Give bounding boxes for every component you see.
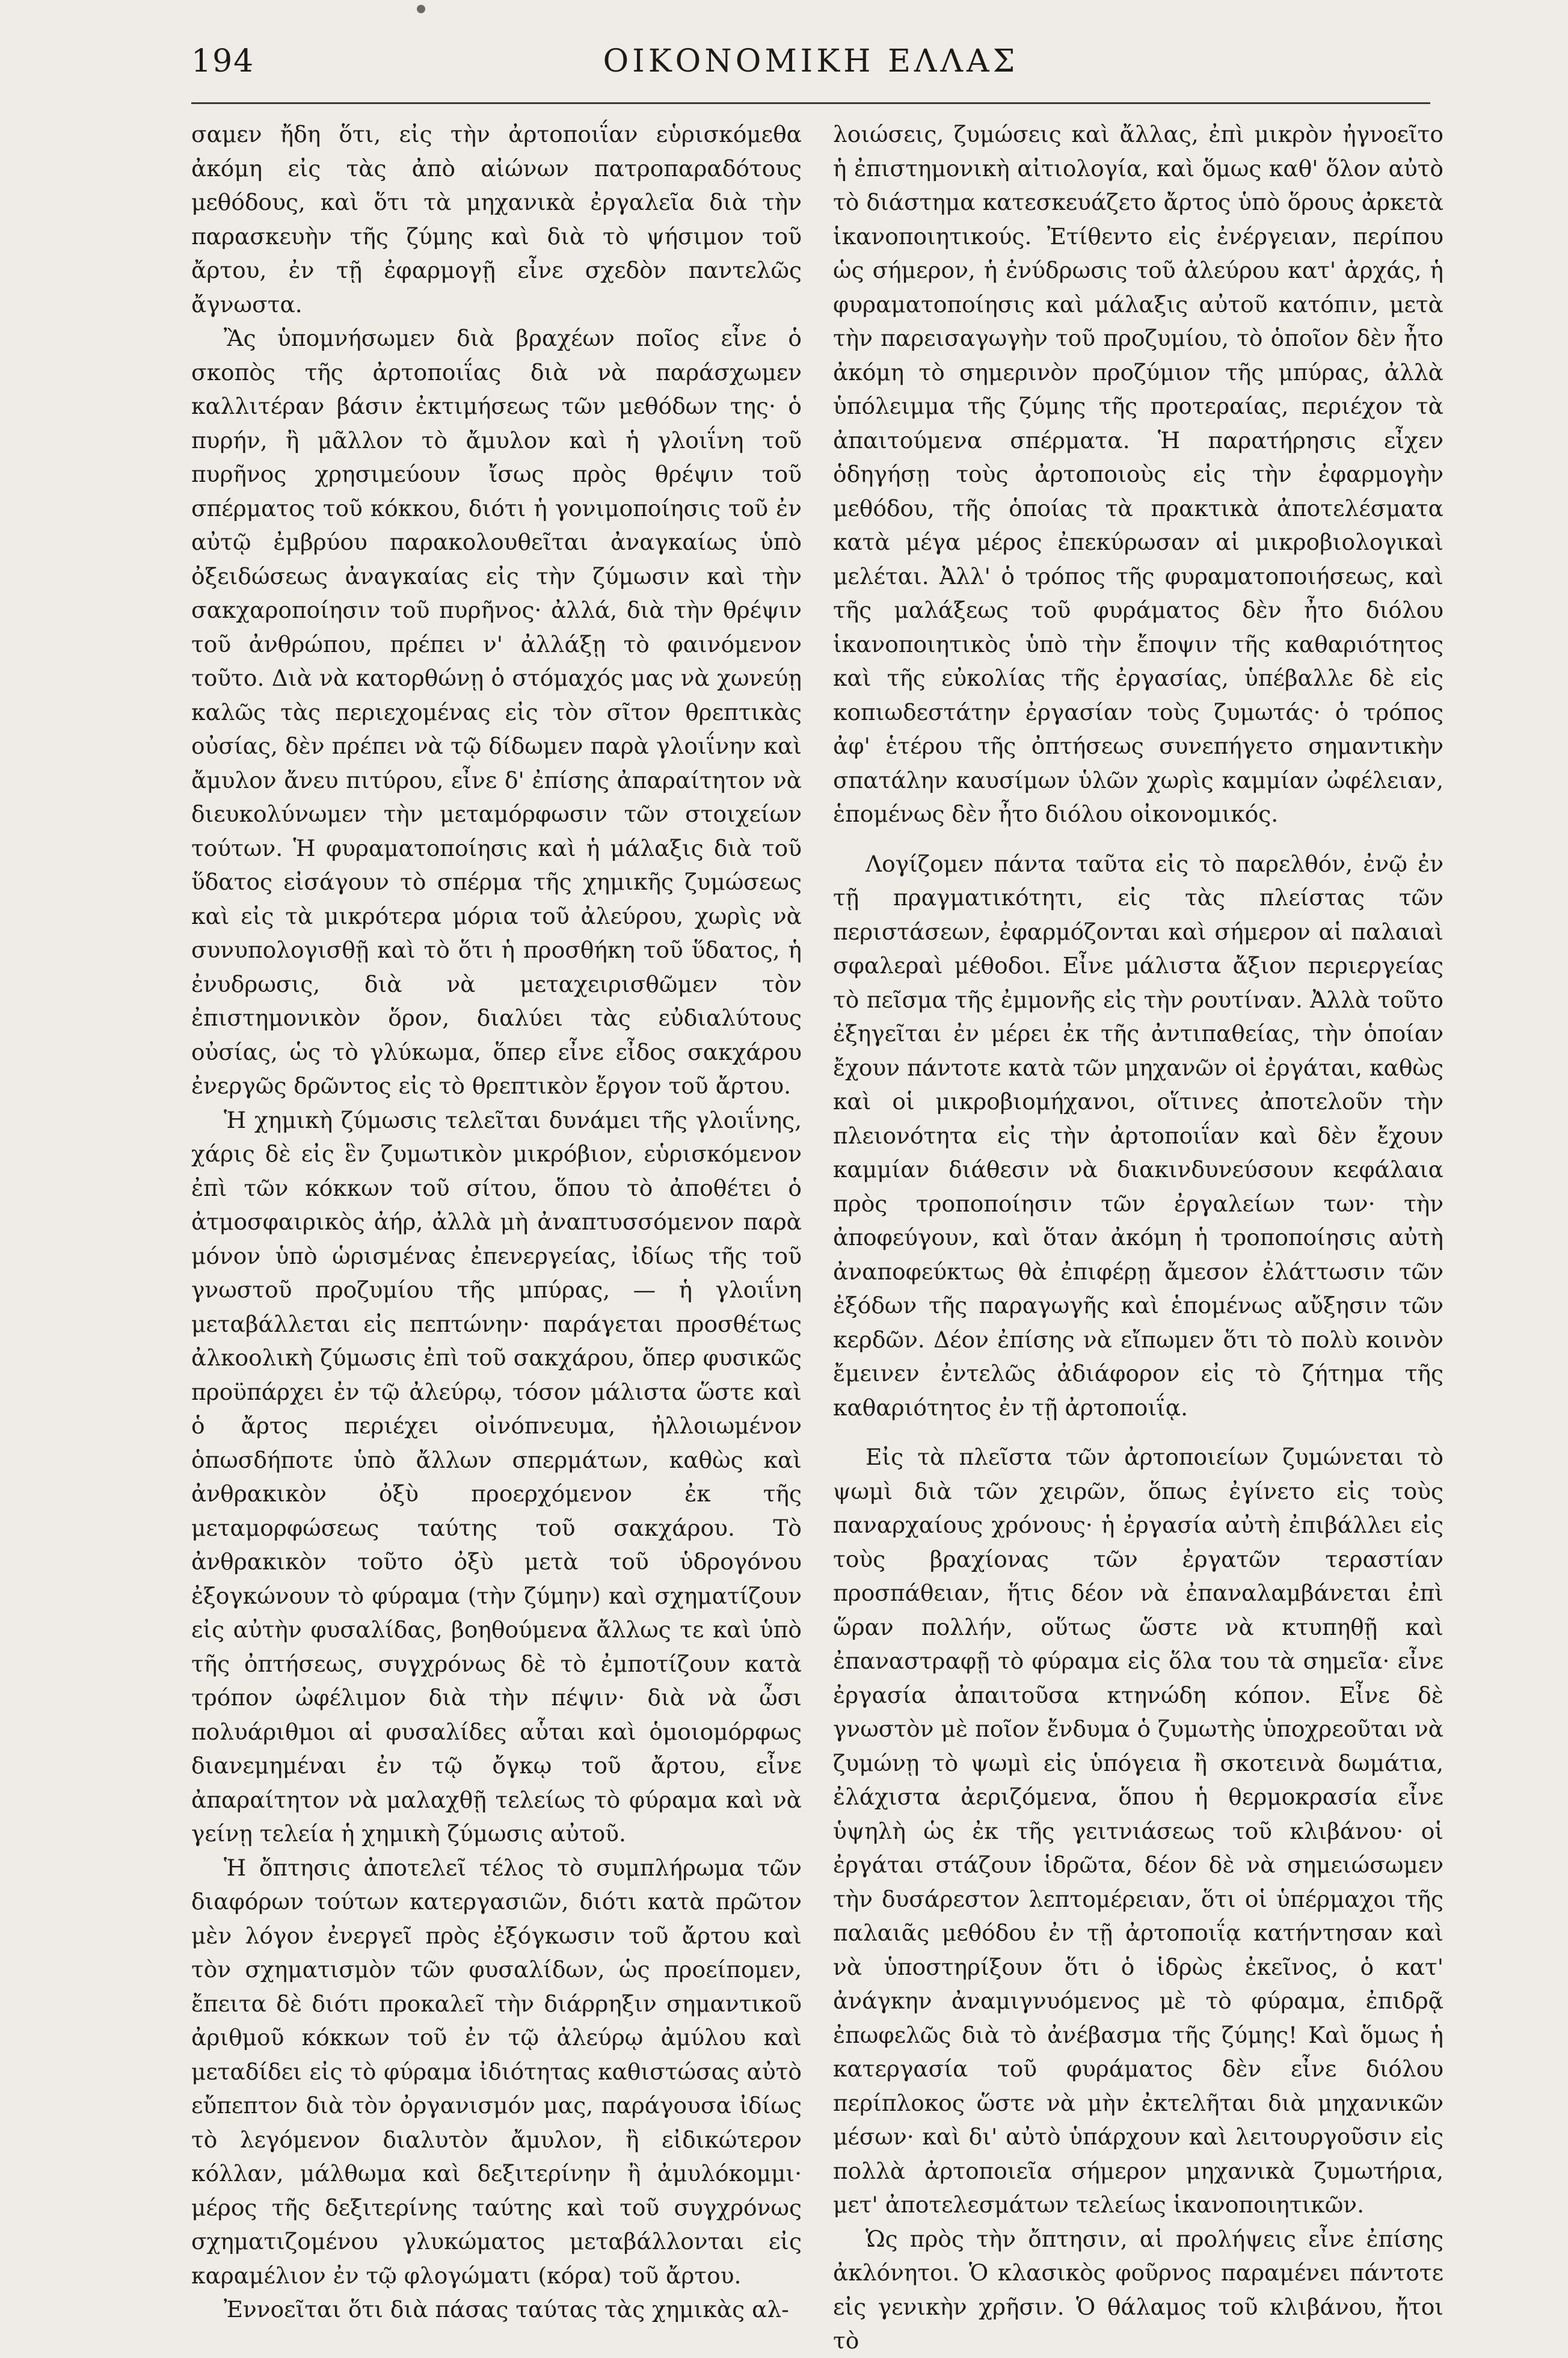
scan-speck: [417, 5, 425, 13]
paragraph: σαμεν ἤδη ὅτι, εἰς τὴν ἀρτοποιΐαν εὑρισκόμεθα ἀκόμη εἰς τὰς ἀπὸ αἰώνων πατροπαραδότους μεθόδους, καὶ ὅτι τὰ μηχανικὰ ἐργαλεῖα διὰ τὴν παρασκευὴν τῆς ζύμης καὶ διὰ τὸ ψήσιμον τοῦ ἄρτου, ἐν τῇ ἐφαρμογῇ εἶνε σχεδὸν παντελῶς ἄγνωστα.: [191, 121, 802, 318]
paragraph: Ἐννοεῖται ὅτι διὰ πάσας ταύτας τὰς χημικὰς αλ-: [224, 2296, 789, 2323]
paragraph: Ἡ χημικὴ ζύμωσις τελεῖται δυνάμει τῆς γλοιΐνης, χάρις δὲ εἰς ἓν ζυμωτικὸν μικρόβιον, εὑρισκόμενον ἐπὶ τῶν κόκκων τοῦ σίτου, ὅπου τὸ ἀποθέτει ὁ ἀτμοσφαιρικὸς ἀήρ, ἀλλὰ μὴ ἀναπτυσσόμενον παρὰ μόνον ὑπὸ ὡρισμένας ἐπενεργείας, ἰδίως τῆς τοῦ γνωστοῦ προζυμίου τῆς μπύρας, — ἡ γλοιΐνη μεταβάλλεται εἰς πεπτώνην· παράγεται προσθέτως ἀλκοολικὴ ζύμωσις ἐπὶ τοῦ σακχάρου, ὅπερ φυσικῶς προϋπάρχει ἐν τῷ ἀλεύρῳ, τόσον μάλιστα ὥστε καὶ ὁ ἄρτος περιέχει οἰνόπνευμα, ἠλλοιωμένον ὁπωσδήποτε ὑπὸ ἄλλων σπερμάτων, καθὼς καὶ ἀνθρακικὸν ὀξὺ προερχόμενον ἐκ τῆς μεταμορφώσεως ταύτης τοῦ σακχάρου. Τὸ ἀνθρακικὸν τοῦτο ὀξὺ μετὰ τοῦ ὑδρογόνου ἐξογκώνουν τὸ φύραμα (τὴν ζύμην) καὶ σχηματίζουν εἰς αὐτὴν φυσαλίδας, βοηθούμενα ἄλλως τε καὶ ὑπὸ τῆς ὀπτήσεως, συγχρόνως δὲ τὸ ἐμποτίζουν κατὰ τρόπον ὠφέλιμον διὰ τὴν πέψιν· διὰ νὰ ὦσι πολυάριθμοι αἱ φυσαλίδες αὗται καὶ ὁμοιομόρφως διανεμημέναι ἐν τῷ ὄγκῳ τοῦ ἄρτου, εἶνε ἀπαραίτητον νὰ μαλαχθῇ τελείως τὸ φύραμα καὶ νὰ γείνῃ τελεία ἡ χημικὴ ζύμωσις αὐτοῦ.: [191, 1106, 802, 1847]
right-column: [833, 117, 1443, 2354]
paragraph: Εἰς τὰ πλεῖστα τῶν ἀρτοποιείων ζυμώνεται τὸ ψωμὶ διὰ τῶν χειρῶν, ὅπως ἐγίνετο εἰς τοὺς παναρχαίους χρόνους· ἡ ἐργασία αὐτὴ ἐπιβάλλει εἰς τοὺς βραχίονας τῶν ἐργατῶν τεραστίαν προσπάθειαν, ἥτις δέον νὰ ἐπαναλαμβάνεται ἐπὶ ὥραν πολλήν, οὕτως ὥστε νὰ κτυπηθῇ καὶ ἐπαναστραφῇ τὸ φύραμα εἰς ὅλα του τὰ σημεῖα· εἶνε ἐργασία ἀπαιτοῦσα κτηνώδη κόπον. Εἶνε δὲ γνωστὸν μὲ ποῖον ἔνδυμα ὁ ζυμωτὴς ὑποχρεοῦται νὰ ζυμώνῃ τὸ ψωμὶ εἰς ὑπόγεια ἢ σκοτεινὰ δωμάτια, ἐλάχιστα ἀεριζόμενα, ὅπου ἡ θερμοκρασία εἶνε ὑψηλὴ ὡς ἐκ τῆς γειτνιάσεως τοῦ κλιβάνου· οἱ ἐργάται στάζουν ἱδρῶτα, δέον δὲ νὰ σημειώσωμεν τὴν δυσάρεστον λεπτομέρειαν, ὅτι οἱ ὑπέρμαχοι τῆς παλαιᾶς μεθόδου ἐν τῇ ἀρτοποιΐᾳ κατήντησαν καὶ νὰ ὑποστηρίξουν ὅτι ὁ ἱδρὼς ἐκεῖνος, ὁ κατ' ἀνάγκην ἀναμιγνυόμενος μὲ τὸ φύραμα, ἐπιδρᾷ ἐπωφελῶς διὰ τὸ ἀνέβασμα τῆς ζύμης! Καὶ ὅμως ἡ κατεργασία τοῦ φυράματος δὲν εἶνε διόλου περίπλοκος ὥστε νὰ μὴν ἐκτελῆται διὰ μηχανικῶν μέσων· καὶ δι' αὐτὸ ὑπάρχουν καὶ λειτουργοῦσιν εἰς πολλὰ ἀρτοποιεῖα σήμερον μηχανικὰ ζυμωτήρια, μετ' ἀποτελεσμάτων τελείως ἱκανοποιητικῶν.: [833, 1444, 1443, 2218]
paragraph: λοιώσεις, ζυμώσεις καὶ ἄλλας, ἐπὶ μικρὸν ἠγνοεῖτο ἡ ἐπιστημονικὴ αἰτιολογία, καὶ ὅμως καθ' ὅλον αὐτὸ τὸ διάστημα κατεσκευάζετο ἄρτος ὑπὸ ὅρους ἀρκετὰ ἱκανοποιητικούς. Ἐτίθεντο εἰς ἐνέργειαν, περίπου ὡς σήμερον, ἡ ἐνύδρωσις τοῦ ἀλεύρου κατ' ἀρχάς, ἡ φυραματοποίησις καὶ μάλαξις αὐτοῦ κατόπιν, μετὰ τὴν παρεισαγωγὴν τοῦ προζυμίου, τὸ ὁποῖον δὲν ἦτο ἀκόμη τὸ σημερινὸν προζύμιον τῆς μπύρας, ἀλλὰ ὑπόλειμμα τῆς ζύμης τῆς προτεραίας, περιέχον τὰ ἀπαιτούμενα σπέρματα. Ἡ παρατήρησις εἶχεν ὁδηγήσῃ τοὺς ἀρτοποιοὺς εἰς τὴν ἐφαρμογὴν μεθόδου, τῆς ὁποίας τὰ πρακτικὰ ἀποτελέσματα κατὰ μέγα μέρος ἐπεκύρωσαν αἱ μικροβιολογικαὶ μελέται. Ἀλλ' ὁ τρόπος τῆς φυραματοποιήσεως, καὶ τῆς μαλάξεως τοῦ φυράματος δὲν ἦτο διόλου ἱκανοποιητικὸς ὑπὸ τὴν ἔποψιν τῆς καθαριότητος καὶ τῆς εὐκολίας τῆς ἐργασίας, ὑπέβαλλε δὲ εἰς κοπιωδεστάτην ἐργασίαν τοὺς ζυμωτάς· ὁ τρόπος ἀφ' ἑτέρου τῆς ὀπτήσεως συνεπήγετο σημαντικὴν σπατάλην καυσίμων ὑλῶν χωρὶς καμμίαν ὠφέλειαν, ἑπομένως δὲν ἦτο διόλου οἰκονομικός.: [833, 121, 1443, 827]
paragraph: Ἂς ὑπομνήσωμεν διὰ βραχέων ποῖος εἶνε ὁ σκοπὸς τῆς ἀρτοποιΐας διὰ νὰ παράσχωμεν καλλιτέραν βάσιν ἐκτιμήσεως τῶν μεθόδων της· ὁ πυρήν, ἢ μᾶλλον τὸ ἄμυλον καὶ ἡ γλοιΐνη τοῦ πυρῆνος χρησιμεύουν ἴσως πρὸς θρέψιν τοῦ σπέρματος τοῦ κόκκου, διότι ἡ γονιμοποίησις τοῦ ἐν αὐτῷ ἐμβρύου παρακολουθεῖται ἀναγκαίως ὑπὸ ὀξειδώσεως ἀναγκαίας εἰς τὴν ζύμωσιν καὶ τὴν σακχαροποίησιν τοῦ πυρῆνος· ἀλλά, διὰ τὴν θρέψιν τοῦ ἀνθρώπου, πρέπει ν' ἀλλάξῃ τὸ φαινόμενον τοῦτο. Διὰ νὰ κατορθώνῃ ὁ στόμαχός μας νὰ χωνεύῃ καλῶς τὰς περιεχομένας εἰς τὸν σῖτον θρεπτικὰς οὐσίας, δὲν πρέπει νὰ τῷ δίδωμεν παρὰ γλοιΐνην καὶ ἄμυλον ἄνευ πιτύρου, εἶνε δ' ἐπίσης ἀπαραίτητον νὰ διευκολύνωμεν τὴν μεταμόρφωσιν τῶν στοιχείων τούτων. Ἡ φυραματοποίησις καὶ ἡ μάλαξις διὰ τοῦ ὕδατος εἰσάγουν τὸ σπέρμα τῆς χημικῆς ζυμώσεως καὶ εἰς τὰ μικρότερα μόρια τοῦ ἀλεύρου, χωρὶς νὰ συνυπολογισθῇ καὶ τὸ ὅτι ἡ προσθήκη τοῦ ὕδατος, ἡ ἐνυδρωσις, διὰ νὰ μεταχειρισθῶμεν τὸν ἐπιστημονικὸν ὅρον, διαλύει τὰς εὐδιαλύτους οὐσίας, ὡς τὸ γλύκωμα, ὅπερ εἶνε εἶδος σακχάρου ἐνεργῶς δρῶντος εἰς τὸ θρεπτικὸν ἔργον τοῦ ἄρτου.: [191, 325, 802, 1099]
left-column: [191, 117, 802, 2323]
paragraph: Ἡ ὄπτησις ἀποτελεῖ τέλος τὸ συμπλήρωμα τῶν διαφόρων τούτων κατεργασιῶν, διότι κατὰ πρῶτον μὲν λόγον ἐνεργεῖ πρὸς ἐξόγκωσιν τοῦ ἄρτου καὶ τὸν σχηματισμὸν τῶν φυσαλίδων, ὡς προείπομεν, ἔπειτα δὲ διότι προκαλεῖ τὴν διάρρηξιν σημαντικοῦ ἀριθμοῦ κόκκων τοῦ ἐν τῷ ἀλεύρῳ ἀμύλου καὶ μεταδίδει εἰς τὸ φύραμα ἰδιότητας καθιστώσας αὐτὸ εὔπεπτον διὰ τὸν ὀργανισμόν μας, παράγουσα ἰδίως τὸ λεγόμενον διαλυτὸν ἄμυλον, ἢ εἰδικώτερον κόλλαν, μάλθωμα καὶ δεξιτερίνην ἢ ἀμυλόκομμι· μέρος τῆς δεξιτερίνης ταύτης καὶ τοῦ συγχρόνως σχηματιζομένου γλυκώματος μεταβάλλονται εἰς καραμέλιον ἐν τῷ φλογώματι (κόρα) τοῦ ἄρτου.: [191, 1854, 802, 2289]
paragraph: Ὡς πρὸς τὴν ὄπτησιν, αἱ προλήψεις εἶνε ἐπίσης ἀκλόνητοι. Ὁ κλασικὸς φοῦρνος παραμένει πάντοτε εἰς γενικὴν χρῆσιν. Ὁ θάλαμος τοῦ κλιβάνου, ἤτοι τὸ: [833, 2225, 1443, 2354]
page-number: 194: [191, 43, 255, 79]
running-title: ΟΙΚΟΝΟΜΙΚΗ ΕΛΛΑΣ: [603, 43, 1019, 79]
header-rule: [191, 102, 1430, 104]
paragraph: Λογίζομεν πάντα ταῦτα εἰς τὸ παρελθόν, ἐνῷ ἐν τῇ πραγματικότητι, εἰς τὰς πλείστας τῶν περιστάσεων, ἐφαρμόζονται καὶ σήμερον αἱ παλαιαὶ σφαλεραὶ μέθοδοι. Εἶνε μάλιστα ἄξιον περιεργείας τὸ πεῖσμα τῆς ἐμμονῆς εἰς τὴν ρουτίναν. Ἀλλὰ τοῦτο ἐξηγεῖται ἐν μέρει ἐκ τῆς ἀντιπαθείας, τὴν ὁποίαν ἔχουν πάντοτε κατὰ τῶν μηχανῶν οἱ ἐργάται, καθὼς καὶ οἱ μικροβιομήχανοι, οἵτινες ἀποτελοῦν τὴν πλειονότητα εἰς τὴν ἀρτοποιΐαν καὶ δὲν ἔχουν καμμίαν διάθεσιν νὰ διακινδυνεύσουν κεφάλαια πρὸς τροποποίησιν τῶν ἐργαλείων των· τὴν ἀποφεύγουν, καὶ ὅταν ἀκόμη ἡ τροποποίησις αὐτὴ ἀναποφεύκτως θὰ ἐπιφέρῃ ἄμεσον ἐλάττωσιν τῶν ἐξόδων τῆς παραγωγῆς καὶ ἑπομένως αὔξησιν τῶν κερδῶν. Δέον ἐπίσης νὰ εἴπωμεν ὅτι τὸ πολὺ κοινὸν ἔμεινεν ἐντελῶς ἀδιάφορον εἰς τὸ ζήτημα τῆς καθαριότητος ἐν τῇ ἀρτοποιΐᾳ.: [833, 850, 1443, 1421]
page-header: [191, 35, 1430, 89]
